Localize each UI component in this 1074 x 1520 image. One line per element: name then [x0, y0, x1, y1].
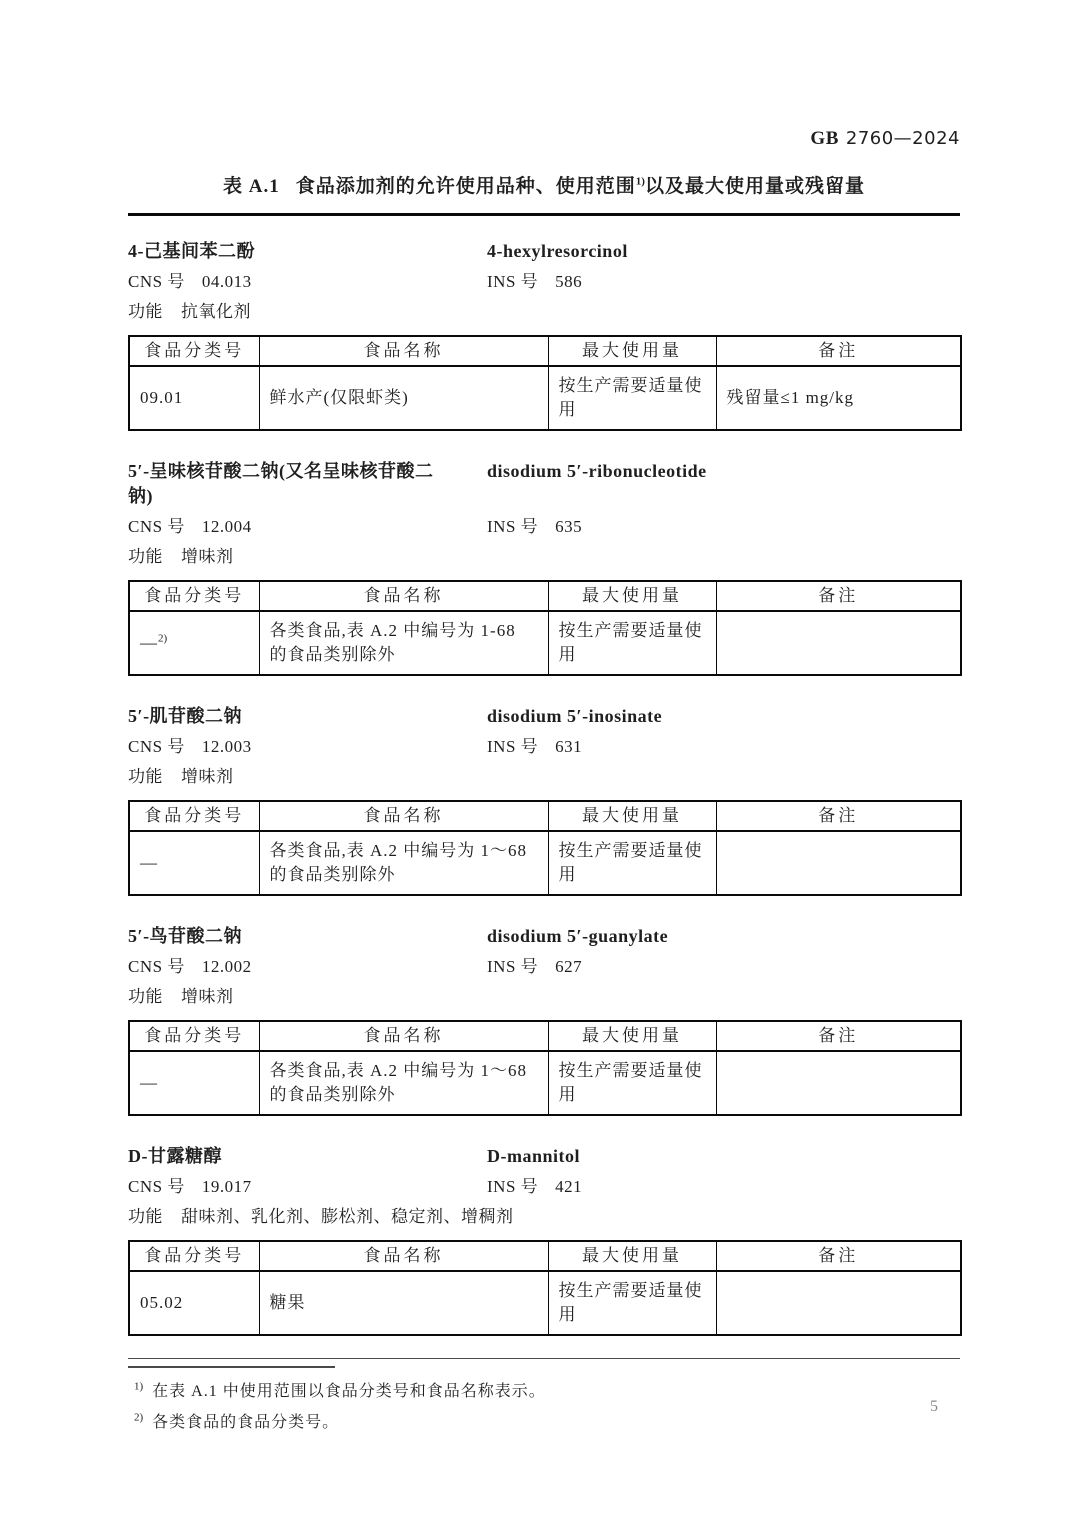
col-header-food-name: 食品名称 — [259, 801, 548, 831]
additive-codes-row — [128, 734, 960, 759]
additive-name-en: D-mannitol — [487, 1146, 581, 1166]
table-title — [128, 174, 960, 200]
max-use-cell: 按生产需要适量使用 — [548, 1051, 716, 1115]
food-category-cell — [129, 1051, 259, 1115]
col-header-food-name: 食品名称 — [259, 1241, 548, 1271]
food-name-cell: 各类食品,表 A.2 中编号为 1～68 的食品类别除外 — [259, 1051, 548, 1115]
max-use-cell: 按生产需要适量使用 — [548, 366, 716, 430]
additive-codes-row — [128, 1174, 960, 1199]
ins-field — [487, 734, 960, 759]
table-row — [129, 1051, 961, 1115]
cns-value: 04.013 — [201, 272, 252, 291]
ins-label: INS 号 — [487, 957, 539, 976]
additive-name-zh: 5′-呈味核苷酸二钠(又名呈味核苷酸二钠) — [128, 461, 434, 506]
cns-value: 12.003 — [201, 737, 252, 756]
additive-function-row — [128, 764, 960, 789]
col-header-max-use: 最大使用量 — [548, 336, 716, 366]
table-header-row — [129, 336, 961, 366]
food-category-cell — [129, 831, 259, 895]
food-category-value: — — [140, 633, 158, 652]
col-header-note: 备注 — [716, 336, 961, 366]
additive-name-row — [128, 704, 960, 729]
col-header-note: 备注 — [716, 581, 961, 611]
col-header-note: 备注 — [716, 801, 961, 831]
footnote-2 — [128, 1410, 960, 1436]
footnote-separator — [128, 1366, 335, 1368]
table-header-row — [129, 1021, 961, 1051]
additive-name-en: 4-hexylresorcinol — [487, 241, 628, 261]
note-cell — [716, 831, 961, 895]
food-category-cell — [129, 366, 259, 430]
function-label: 功能 — [128, 987, 163, 1006]
ins-field — [487, 1174, 960, 1199]
table-title-footnote-ref: 1) — [635, 175, 645, 188]
ins-field — [487, 514, 960, 539]
standard-code-prefix: GB — [810, 128, 839, 149]
footnote-2-marker: 2) — [134, 1411, 144, 1424]
ins-label: INS 号 — [487, 272, 539, 291]
cns-field — [128, 269, 487, 294]
ins-value: 631 — [555, 737, 583, 756]
cns-field — [128, 1174, 487, 1199]
col-header-max-use: 最大使用量 — [548, 581, 716, 611]
function-value: 增味剂 — [181, 767, 234, 786]
function-value: 增味剂 — [181, 547, 234, 566]
footnote-1-marker: 1) — [134, 1380, 144, 1393]
additive-name-en: disodium 5′-guanylate — [487, 926, 669, 946]
col-header-max-use: 最大使用量 — [548, 801, 716, 831]
table-title-text-after: 以及最大使用量或残留量 — [644, 176, 865, 197]
cns-value: 12.002 — [201, 957, 252, 976]
col-header-note: 备注 — [716, 1021, 961, 1051]
cns-field — [128, 954, 487, 979]
additive-name-zh: 5′-肌苷酸二钠 — [128, 706, 243, 726]
food-category-cell — [129, 1271, 259, 1335]
food-name-cell: 各类食品,表 A.2 中编号为 1～68 的食品类别除外 — [259, 831, 548, 895]
max-use-cell: 按生产需要适量使用 — [548, 1271, 716, 1335]
ins-value: 627 — [555, 957, 583, 976]
food-name-cell: 鲜水产(仅限虾类) — [259, 366, 548, 430]
cns-label: CNS 号 — [128, 517, 185, 536]
food-name-cell: 各类食品,表 A.2 中编号为 1-68 的食品类别除外 — [259, 611, 548, 675]
cns-field — [128, 514, 487, 539]
col-header-food-category-number: 食品分类号 — [129, 1241, 259, 1271]
table-row — [129, 831, 961, 895]
max-use-cell: 按生产需要适量使用 — [548, 611, 716, 675]
cns-value: 19.017 — [201, 1177, 252, 1196]
ins-value: 586 — [555, 272, 583, 291]
note-cell — [716, 1051, 961, 1115]
additive-name-row — [128, 239, 960, 264]
page-number: 5 — [930, 1398, 938, 1415]
table-header-row — [129, 801, 961, 831]
food-name-cell: 糖果 — [259, 1271, 548, 1335]
cns-field — [128, 734, 487, 759]
usage-table — [128, 335, 962, 431]
cns-label: CNS 号 — [128, 272, 185, 291]
ins-value: 421 — [555, 1177, 583, 1196]
usage-table — [128, 1020, 962, 1116]
additive-function-row — [128, 299, 960, 324]
function-value: 甜味剂、乳化剂、膨松剂、稳定剂、增稠剂 — [181, 1207, 514, 1226]
table-title-text-before: 食品添加剂的允许使用品种、使用范围 — [295, 176, 636, 197]
standard-code — [128, 0, 960, 150]
col-header-food-category-number: 食品分类号 — [129, 336, 259, 366]
function-value: 增味剂 — [181, 987, 234, 1006]
usage-table — [128, 800, 962, 896]
standard-code-number: 2760—2024 — [845, 128, 960, 149]
additive-function-row — [128, 1204, 960, 1229]
col-header-note: 备注 — [716, 1241, 961, 1271]
additive-name-row — [128, 924, 960, 949]
function-label: 功能 — [128, 767, 163, 786]
additive-name-zh: 5′-鸟苷酸二钠 — [128, 926, 243, 946]
title-rule — [128, 213, 960, 216]
table-header-row — [129, 1241, 961, 1271]
col-header-food-name: 食品名称 — [259, 1021, 548, 1051]
food-category-cell — [129, 611, 259, 675]
ins-value: 635 — [555, 517, 583, 536]
col-header-food-name: 食品名称 — [259, 336, 548, 366]
table-title-label: 表 A.1 — [223, 176, 280, 197]
ins-label: INS 号 — [487, 1177, 539, 1196]
usage-table — [128, 1240, 962, 1336]
function-label: 功能 — [128, 547, 163, 566]
table-row — [129, 1271, 961, 1335]
col-header-food-category-number: 食品分类号 — [129, 801, 259, 831]
additive-name-en: disodium 5′-ribonucleotide — [487, 461, 707, 481]
col-header-max-use: 最大使用量 — [548, 1241, 716, 1271]
ins-field — [487, 269, 960, 294]
footnote-2-text: 各类食品的食品分类号。 — [152, 1414, 340, 1431]
additive-section-hexylresorcinol — [128, 239, 960, 431]
footnote-1-text: 在表 A.1 中使用范围以食品分类号和食品名称表示。 — [152, 1383, 546, 1400]
note-cell: 残留量≤1 mg/kg — [716, 366, 961, 430]
food-category-value: 05.02 — [140, 1293, 184, 1312]
additive-codes-row — [128, 954, 960, 979]
function-label: 功能 — [128, 1207, 163, 1226]
function-label: 功能 — [128, 302, 163, 321]
col-header-food-category-number: 食品分类号 — [129, 581, 259, 611]
food-category-value: 09.01 — [140, 388, 184, 407]
additive-function-row — [128, 984, 960, 1009]
additive-section-guanylate — [128, 924, 960, 1116]
footnotes — [128, 1379, 960, 1436]
food-category-sup: 2) — [158, 632, 168, 645]
cns-value: 12.004 — [201, 517, 252, 536]
additive-section-mannitol — [128, 1144, 960, 1336]
additive-name-zh: 4-己基间苯二酚 — [128, 241, 255, 261]
additive-codes-row — [128, 514, 960, 539]
footnote-1 — [128, 1379, 960, 1405]
table-row — [129, 366, 961, 430]
ins-label: INS 号 — [487, 517, 539, 536]
function-value: 抗氧化剂 — [181, 302, 251, 321]
cns-label: CNS 号 — [128, 737, 185, 756]
food-category-value: — — [140, 853, 158, 872]
max-use-cell: 按生产需要适量使用 — [548, 831, 716, 895]
additive-codes-row — [128, 269, 960, 294]
col-header-max-use: 最大使用量 — [548, 1021, 716, 1051]
note-cell — [716, 611, 961, 675]
col-header-food-name: 食品名称 — [259, 581, 548, 611]
additive-section-inosinate — [128, 704, 960, 896]
ins-label: INS 号 — [487, 737, 539, 756]
cns-label: CNS 号 — [128, 1177, 185, 1196]
table-header-row — [129, 581, 961, 611]
additive-section-ribonucleotide — [128, 459, 960, 676]
usage-table — [128, 580, 962, 676]
note-cell — [716, 1271, 961, 1335]
additive-name-row — [128, 459, 960, 509]
additive-function-row — [128, 544, 960, 569]
cns-label: CNS 号 — [128, 957, 185, 976]
additive-name-en: disodium 5′-inosinate — [487, 706, 663, 726]
table-row — [129, 611, 961, 675]
additive-name-zh: D-甘露糖醇 — [128, 1146, 222, 1166]
food-category-value: — — [140, 1073, 158, 1092]
col-header-food-category-number: 食品分类号 — [129, 1021, 259, 1051]
additive-name-row — [128, 1144, 960, 1169]
page-end-rule — [128, 1358, 960, 1359]
ins-field — [487, 954, 960, 979]
